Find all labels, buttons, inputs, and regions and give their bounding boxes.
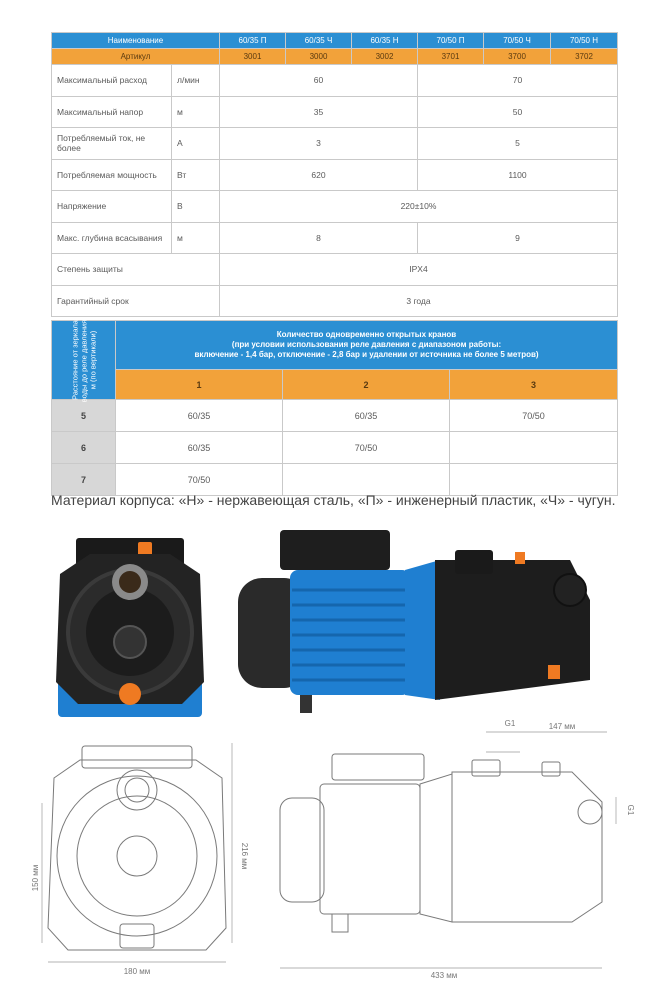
side-view-drawing — [272, 712, 652, 980]
article-code: 3700 — [484, 49, 551, 65]
taps-cell: 70/50 — [283, 432, 450, 464]
param-value: 3 — [220, 128, 418, 160]
spec-row — [52, 285, 618, 317]
param-label: Степень защиты — [52, 254, 220, 286]
taps-cell — [450, 432, 618, 464]
taps-row — [52, 400, 618, 432]
material-note: Материал корпуса: «Н» - нержавеющая сталь, «П» - инженерный пластик, «Ч» - чугун. — [51, 492, 616, 508]
taps-count-row — [52, 370, 618, 400]
article-label: Артикул — [52, 49, 220, 65]
dim-side-length: 433 мм — [430, 971, 458, 980]
param-value: IPX4 — [220, 254, 618, 286]
dim-outlet-offset: 147 мм — [548, 722, 576, 731]
spec-article-row — [52, 49, 618, 65]
model-header: 60/35 Ч — [286, 33, 352, 49]
param-value: 220±10% — [220, 191, 618, 223]
distance-value: 6 — [52, 432, 116, 464]
spec-row — [52, 65, 618, 97]
article-code: 3702 — [551, 49, 618, 65]
distance-header — [52, 317, 116, 403]
param-label: Потребляемая мощность — [52, 159, 172, 191]
thread-side-label: G1 — [626, 804, 635, 816]
dim-front-height-inner: 150 мм — [31, 864, 40, 892]
taps-cell: 70/50 — [450, 400, 618, 432]
model-header: 70/50 Ч — [484, 33, 551, 49]
param-unit: В — [172, 191, 220, 223]
param-value: 60 — [220, 65, 418, 97]
taps-cell — [283, 464, 450, 496]
spec-table — [51, 32, 618, 317]
taps-row — [52, 464, 618, 496]
param-value: 35 — [220, 96, 418, 128]
taps-table — [51, 317, 618, 496]
spec-row — [52, 128, 618, 160]
model-header: 60/35 Н — [352, 33, 418, 49]
taps-header-row — [52, 321, 618, 370]
spec-row — [52, 191, 618, 223]
param-label: Максимальный расход — [52, 65, 172, 97]
taps-cell — [450, 464, 618, 496]
thread-top-label: G1 — [504, 719, 516, 728]
param-value: 8 — [220, 222, 418, 254]
param-unit: А — [172, 128, 220, 160]
param-label: Напряжение — [52, 191, 172, 223]
param-value: 9 — [418, 222, 618, 254]
spec-header-row — [52, 33, 618, 49]
article-code: 3002 — [352, 49, 418, 65]
dim-front-height-total: 216 мм — [240, 842, 249, 870]
param-label: Максимальный напор — [52, 96, 172, 128]
param-unit: м — [172, 222, 220, 254]
param-value: 620 — [220, 159, 418, 191]
param-unit: л/мин — [172, 65, 220, 97]
param-value: 1100 — [418, 159, 618, 191]
taps-header — [116, 321, 618, 370]
front-view-drawing — [20, 738, 260, 978]
model-header: 70/50 Н — [551, 33, 618, 49]
spec-row — [52, 222, 618, 254]
pump-front-photo — [50, 532, 210, 722]
param-label: Потребляемый ток, не более — [52, 128, 172, 160]
tap-count: 3 — [450, 370, 618, 400]
spec-row — [52, 159, 618, 191]
spec-header-label: Наименование — [52, 33, 220, 49]
dim-front-width: 180 мм — [123, 967, 151, 976]
taps-cell: 60/35 — [283, 400, 450, 432]
distance-value: 7 — [52, 464, 116, 496]
taps-header-text: Количество одновременно открытых кранов (при условии использования реле давления с диапазоном работы: включение - 1,4 бар, отключение - 2,8 бар и удалении от источника не более 5 метров) — [194, 330, 539, 359]
spec-row — [52, 254, 618, 286]
param-value: 5 — [418, 128, 618, 160]
pump-side-photo — [230, 520, 610, 720]
taps-cell: 70/50 — [116, 464, 283, 496]
article-code: 3701 — [418, 49, 484, 65]
param-label: Макс. глубина всасывания — [52, 222, 172, 254]
taps-row — [52, 432, 618, 464]
distance-header-text: Расстояние от зеркала воды до реле давления, м (по вертикали) — [70, 317, 97, 403]
model-header: 60/35 П — [220, 33, 286, 49]
param-value: 50 — [418, 96, 618, 128]
taps-cell: 60/35 — [116, 432, 283, 464]
param-unit: Вт — [172, 159, 220, 191]
param-label: Гарантийный срок — [52, 285, 220, 317]
tap-count: 2 — [283, 370, 450, 400]
model-header: 70/50 П — [418, 33, 484, 49]
distance-value: 5 — [52, 400, 116, 432]
tap-count: 1 — [116, 370, 283, 400]
param-value: 3 года — [220, 285, 618, 317]
param-value: 70 — [418, 65, 618, 97]
param-unit: м — [172, 96, 220, 128]
spec-row — [52, 96, 618, 128]
article-code: 3001 — [220, 49, 286, 65]
article-code: 3000 — [286, 49, 352, 65]
taps-cell: 60/35 — [116, 400, 283, 432]
